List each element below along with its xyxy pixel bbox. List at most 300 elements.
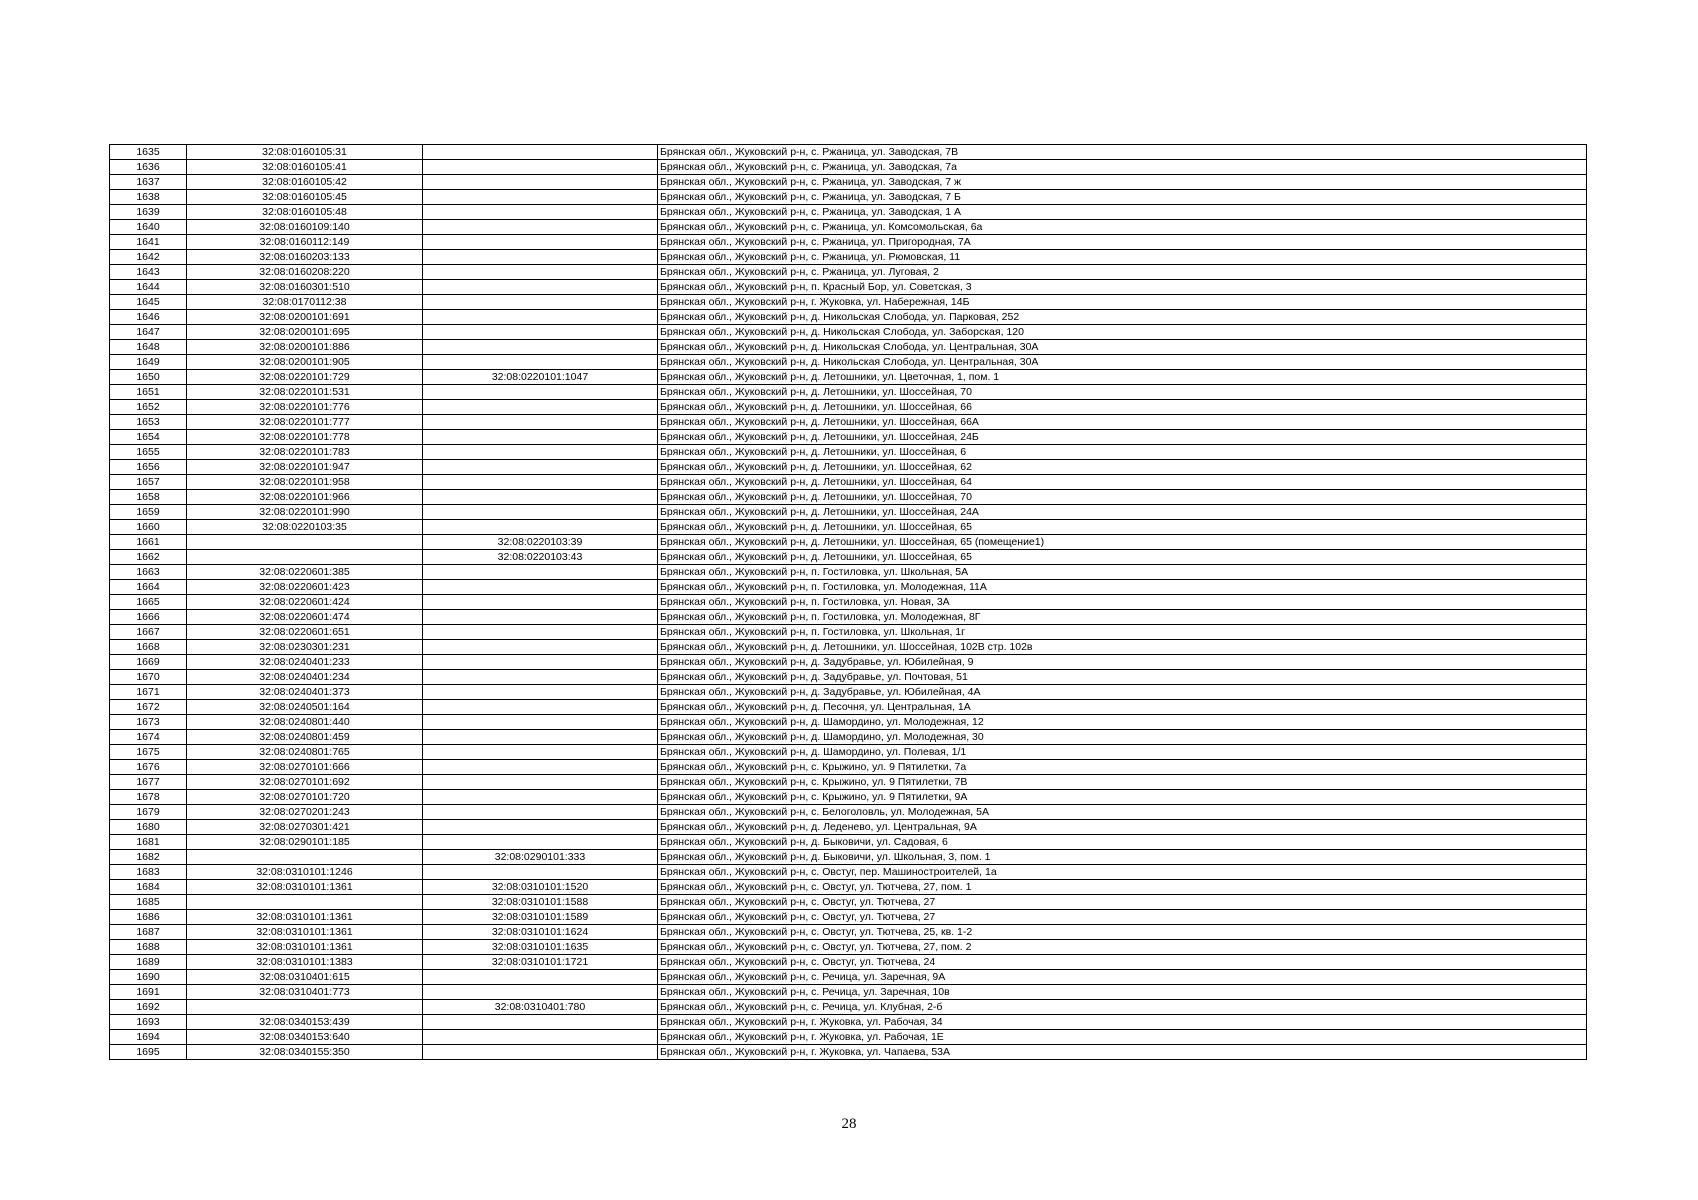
related-cadastral-number-cell [423,160,658,175]
related-cadastral-number-cell [423,295,658,310]
row-number-cell: 1652 [110,400,187,415]
related-cadastral-number-cell [423,805,658,820]
table-row [110,1030,1587,1045]
table-row [110,235,1587,250]
address-cell: Брянская обл., Жуковский р-н, п. Гостиловка, ул. Школьная, 1г [658,625,1587,640]
row-number-cell: 1673 [110,715,187,730]
table-row [110,820,1587,835]
related-cadastral-number-cell [423,355,658,370]
cadastral-number-cell: 32:08:0240401:233 [187,655,423,670]
table-row [110,775,1587,790]
table-row [110,190,1587,205]
related-cadastral-number-cell [423,385,658,400]
table-row [110,730,1587,745]
cadastral-number-cell: 32:08:0220101:958 [187,475,423,490]
table-row [110,805,1587,820]
related-cadastral-number-cell: 32:08:0310101:1635 [423,940,658,955]
related-cadastral-number-cell: 32:08:0220103:43 [423,550,658,565]
address-cell: Брянская обл., Жуковский р-н, д. Летошники, ул. Шоссейная, 102В стр. 102в [658,640,1587,655]
related-cadastral-number-cell [423,445,658,460]
row-number-cell: 1636 [110,160,187,175]
related-cadastral-number-cell: 32:08:0310101:1520 [423,880,658,895]
row-number-cell: 1681 [110,835,187,850]
row-number-cell: 1662 [110,550,187,565]
table-row [110,640,1587,655]
row-number-cell: 1655 [110,445,187,460]
table-row [110,145,1587,160]
cadastral-number-cell: 32:08:0200101:691 [187,310,423,325]
address-cell: Брянская обл., Жуковский р-н, г. Жуковка, ул. Рабочая, 1Е [658,1030,1587,1045]
address-cell: Брянская обл., Жуковский р-н, д. Летошники, ул. Шоссейная, 66А [658,415,1587,430]
cadastral-number-cell: 32:08:0220101:966 [187,490,423,505]
related-cadastral-number-cell [423,715,658,730]
row-number-cell: 1693 [110,1015,187,1030]
row-number-cell: 1661 [110,535,187,550]
table-row [110,445,1587,460]
cadastral-number-cell: 32:08:0230301:231 [187,640,423,655]
related-cadastral-number-cell [423,625,658,640]
cadastral-number-cell: 32:08:0160105:48 [187,205,423,220]
cadastral-number-cell: 32:08:0240801:440 [187,715,423,730]
table-row [110,505,1587,520]
table-row [110,835,1587,850]
cadastral-number-cell: 32:08:0240801:459 [187,730,423,745]
row-number-cell: 1685 [110,895,187,910]
row-number-cell: 1656 [110,460,187,475]
related-cadastral-number-cell [423,670,658,685]
cadastral-number-cell [187,1000,423,1015]
related-cadastral-number-cell [423,565,658,580]
cadastral-number-cell: 32:08:0310101:1246 [187,865,423,880]
cadastral-number-cell: 32:08:0240501:164 [187,700,423,715]
cadastral-number-cell: 32:08:0290101:185 [187,835,423,850]
row-number-cell: 1694 [110,1030,187,1045]
row-number-cell: 1668 [110,640,187,655]
related-cadastral-number-cell [423,580,658,595]
table-row [110,1015,1587,1030]
related-cadastral-number-cell [423,325,658,340]
row-number-cell: 1691 [110,985,187,1000]
row-number-cell: 1670 [110,670,187,685]
cadastral-number-cell: 32:08:0240401:234 [187,670,423,685]
table-row [110,760,1587,775]
cadastral-number-cell: 32:08:0200101:905 [187,355,423,370]
row-number-cell: 1684 [110,880,187,895]
related-cadastral-number-cell [423,655,658,670]
cadastral-number-cell: 32:08:0310101:1361 [187,880,423,895]
related-cadastral-number-cell: 32:08:0220103:39 [423,535,658,550]
row-number-cell: 1674 [110,730,187,745]
row-number-cell: 1643 [110,265,187,280]
row-number-cell: 1671 [110,685,187,700]
address-cell: Брянская обл., Жуковский р-н, д. Шамордино, ул. Полевая, 1/1 [658,745,1587,760]
related-cadastral-number-cell [423,175,658,190]
row-number-cell: 1680 [110,820,187,835]
address-cell: Брянская обл., Жуковский р-н, г. Жуковка, ул. Набережная, 14Б [658,295,1587,310]
cadastral-number-cell: 32:08:0340155:350 [187,1045,423,1060]
related-cadastral-number-cell [423,985,658,1000]
row-number-cell: 1678 [110,790,187,805]
address-cell: Брянская обл., Жуковский р-н, с. Овстуг, ул. Тютчева, 27 [658,910,1587,925]
cadastral-number-cell: 32:08:0220101:778 [187,430,423,445]
property-table-body [110,145,1587,1060]
cadastral-number-cell: 32:08:0270101:666 [187,760,423,775]
cadastral-number-cell: 32:08:0220601:385 [187,565,423,580]
table-row [110,880,1587,895]
related-cadastral-number-cell [423,1015,658,1030]
table-row [110,670,1587,685]
address-cell: Брянская обл., Жуковский р-н, с. Ржаница, ул. Луговая, 2 [658,265,1587,280]
table-row [110,310,1587,325]
address-cell: Брянская обл., Жуковский р-н, с. Овстуг, ул. Тютчева, 27 [658,895,1587,910]
cadastral-number-cell: 32:08:0220101:990 [187,505,423,520]
cadastral-number-cell: 32:08:0270101:692 [187,775,423,790]
row-number-cell: 1682 [110,850,187,865]
related-cadastral-number-cell [423,610,658,625]
address-cell: Брянская обл., Жуковский р-н, с. Ржаница, ул. Заводская, 7 ж [658,175,1587,190]
address-cell: Брянская обл., Жуковский р-н, с. Ржаница, ул. Заводская, 7В [658,145,1587,160]
address-cell: Брянская обл., Жуковский р-н, д. Летошники, ул. Шоссейная, 64 [658,475,1587,490]
table-row [110,325,1587,340]
related-cadastral-number-cell [423,730,658,745]
table-row [110,490,1587,505]
related-cadastral-number-cell [423,745,658,760]
cadastral-number-cell: 32:08:0220101:783 [187,445,423,460]
related-cadastral-number-cell [423,700,658,715]
cadastral-number-cell: 32:08:0160105:41 [187,160,423,175]
cadastral-number-cell: 32:08:0160112:149 [187,235,423,250]
row-number-cell: 1646 [110,310,187,325]
cadastral-number-cell: 32:08:0340153:439 [187,1015,423,1030]
row-number-cell: 1692 [110,1000,187,1015]
row-number-cell: 1653 [110,415,187,430]
row-number-cell: 1690 [110,970,187,985]
table-row [110,565,1587,580]
cadastral-number-cell: 32:08:0220101:729 [187,370,423,385]
address-cell: Брянская обл., Жуковский р-н, д. Летошники, ул. Шоссейная, 65 [658,520,1587,535]
row-number-cell: 1664 [110,580,187,595]
cadastral-number-cell: 32:08:0200101:886 [187,340,423,355]
table-row [110,655,1587,670]
address-cell: Брянская обл., Жуковский р-н, д. Быковичи, ул. Школьная, 3, пом. 1 [658,850,1587,865]
table-row [110,370,1587,385]
address-cell: Брянская обл., Жуковский р-н, д. Летошники, ул. Цветочная, 1, пом. 1 [658,370,1587,385]
related-cadastral-number-cell [423,265,658,280]
cadastral-number-cell: 32:08:0220101:776 [187,400,423,415]
address-cell: Брянская обл., Жуковский р-н, с. Ржаница, ул. Заводская, 1 А [658,205,1587,220]
related-cadastral-number-cell [423,820,658,835]
cadastral-number-cell: 32:08:0220101:531 [187,385,423,400]
related-cadastral-number-cell [423,400,658,415]
address-cell: Брянская обл., Жуковский р-н, д. Летошники, ул. Шоссейная, 24Б [658,430,1587,445]
address-cell: Брянская обл., Жуковский р-н, с. Речица, ул. Клубная, 2-б [658,1000,1587,1015]
address-cell: Брянская обл., Жуковский р-н, д. Летошники, ул. Шоссейная, 70 [658,385,1587,400]
row-number-cell: 1683 [110,865,187,880]
table-row [110,580,1587,595]
table-row [110,535,1587,550]
address-cell: Брянская обл., Жуковский р-н, д. Летошники, ул. Шоссейная, 65 [658,550,1587,565]
address-cell: Брянская обл., Жуковский р-н, с. Овстуг, ул. Тютчева, 27, пом. 2 [658,940,1587,955]
page-number: 28 [841,1116,857,1132]
cadastral-number-cell: 32:08:0160105:42 [187,175,423,190]
row-number-cell: 1648 [110,340,187,355]
cadastral-number-cell: 32:08:0240801:765 [187,745,423,760]
related-cadastral-number-cell [423,760,658,775]
cadastral-number-cell: 32:08:0160109:140 [187,220,423,235]
cadastral-number-cell: 32:08:0310101:1361 [187,940,423,955]
related-cadastral-number-cell [423,835,658,850]
address-cell: Брянская обл., Жуковский р-н, г. Жуковка, ул. Чапаева, 53А [658,1045,1587,1060]
address-cell: Брянская обл., Жуковский р-н, д. Шамордино, ул. Молодежная, 12 [658,715,1587,730]
table-row [110,430,1587,445]
related-cadastral-number-cell [423,490,658,505]
row-number-cell: 1654 [110,430,187,445]
address-cell: Брянская обл., Жуковский р-н, с. Овстуг, ул. Тютчева, 27, пом. 1 [658,880,1587,895]
row-number-cell: 1660 [110,520,187,535]
related-cadastral-number-cell: 32:08:0310101:1588 [423,895,658,910]
row-number-cell: 1635 [110,145,187,160]
table-row [110,940,1587,955]
table-row [110,700,1587,715]
row-number-cell: 1651 [110,385,187,400]
row-number-cell: 1667 [110,625,187,640]
cadastral-number-cell: 32:08:0240401:373 [187,685,423,700]
related-cadastral-number-cell: 32:08:0220101:1047 [423,370,658,385]
address-cell: Брянская обл., Жуковский р-н, с. Ржаница, ул. Пригородная, 7А [658,235,1587,250]
address-cell: Брянская обл., Жуковский р-н, д. Задубравье, ул. Почтовая, 51 [658,670,1587,685]
table-row [110,220,1587,235]
row-number-cell: 1650 [110,370,187,385]
table-row [110,160,1587,175]
cadastral-number-cell: 32:08:0310401:615 [187,970,423,985]
address-cell: Брянская обл., Жуковский р-н, д. Никольская Слобода, ул. Заборская, 120 [658,325,1587,340]
row-number-cell: 1666 [110,610,187,625]
address-cell: Брянская обл., Жуковский р-н, д. Летошники, ул. Шоссейная, 65 (помещение1) [658,535,1587,550]
address-cell: Брянская обл., Жуковский р-н, с. Крыжино, ул. 9 Пятилетки, 7В [658,775,1587,790]
table-row [110,475,1587,490]
address-cell: Брянская обл., Жуковский р-н, с. Овстуг, ул. Тютчева, 24 [658,955,1587,970]
table-row [110,865,1587,880]
address-cell: Брянская обл., Жуковский р-н, д. Быковичи, ул. Садовая, 6 [658,835,1587,850]
row-number-cell: 1659 [110,505,187,520]
row-number-cell: 1672 [110,700,187,715]
row-number-cell: 1640 [110,220,187,235]
table-row [110,1045,1587,1060]
table-row [110,460,1587,475]
related-cadastral-number-cell [423,865,658,880]
row-number-cell: 1638 [110,190,187,205]
row-number-cell: 1663 [110,565,187,580]
related-cadastral-number-cell [423,775,658,790]
address-cell: Брянская обл., Жуковский р-н, д. Леденево, ул. Центральная, 9А [658,820,1587,835]
cadastral-number-cell: 32:08:0220601:474 [187,610,423,625]
row-number-cell: 1665 [110,595,187,610]
table-row [110,910,1587,925]
address-cell: Брянская обл., Жуковский р-н, с. Овстуг, пер. Машиностроителей, 1а [658,865,1587,880]
table-row [110,205,1587,220]
address-cell: Брянская обл., Жуковский р-н, д. Задубравье, ул. Юбилейная, 4А [658,685,1587,700]
address-cell: Брянская обл., Жуковский р-н, д. Летошники, ул. Шоссейная, 24А [658,505,1587,520]
table-row [110,895,1587,910]
address-cell: Брянская обл., Жуковский р-н, с. Крыжино, ул. 9 Пятилетки, 7а [658,760,1587,775]
related-cadastral-number-cell [423,1045,658,1060]
cadastral-number-cell: 32:08:0160208:220 [187,265,423,280]
row-number-cell: 1649 [110,355,187,370]
table-row [110,415,1587,430]
table-row [110,925,1587,940]
row-number-cell: 1657 [110,475,187,490]
table-row [110,265,1587,280]
cadastral-number-cell: 32:08:0200101:695 [187,325,423,340]
row-number-cell: 1647 [110,325,187,340]
row-number-cell: 1645 [110,295,187,310]
cadastral-number-cell: 32:08:0310101:1361 [187,910,423,925]
table-row [110,280,1587,295]
table-row [110,340,1587,355]
row-number-cell: 1677 [110,775,187,790]
cadastral-number-cell: 32:08:0310401:773 [187,985,423,1000]
address-cell: Брянская обл., Жуковский р-н, д. Задубравье, ул. Юбилейная, 9 [658,655,1587,670]
table-row [110,295,1587,310]
address-cell: Брянская обл., Жуковский р-н, д. Летошники, ул. Шоссейная, 70 [658,490,1587,505]
address-cell: Брянская обл., Жуковский р-н, д. Летошники, ул. Шоссейная, 6 [658,445,1587,460]
address-cell: Брянская обл., Жуковский р-н, д. Песочня, ул. Центральная, 1А [658,700,1587,715]
address-cell: Брянская обл., Жуковский р-н, д. Летошники, ул. Шоссейная, 66 [658,400,1587,415]
address-cell: Брянская обл., Жуковский р-н, с. Ржаница, ул. Комсомольская, 6а [658,220,1587,235]
cadastral-number-cell: 32:08:0220101:777 [187,415,423,430]
table-row [110,355,1587,370]
row-number-cell: 1669 [110,655,187,670]
related-cadastral-number-cell [423,640,658,655]
cadastral-number-cell: 32:08:0160203:133 [187,250,423,265]
cadastral-number-cell: 32:08:0270101:720 [187,790,423,805]
cadastral-number-cell [187,895,423,910]
row-number-cell: 1639 [110,205,187,220]
table-row [110,985,1587,1000]
address-cell: Брянская обл., Жуковский р-н, с. Овстуг, ул. Тютчева, 25, кв. 1-2 [658,925,1587,940]
table-row [110,175,1587,190]
row-number-cell: 1676 [110,760,187,775]
cadastral-number-cell: 32:08:0160105:31 [187,145,423,160]
related-cadastral-number-cell [423,505,658,520]
address-cell: Брянская обл., Жуковский р-н, д. Никольская Слобода, ул. Центральная, 30А [658,340,1587,355]
row-number-cell: 1641 [110,235,187,250]
table-row [110,385,1587,400]
address-cell: Брянская обл., Жуковский р-н, п. Гостиловка, ул. Школьная, 5А [658,565,1587,580]
address-cell: Брянская обл., Жуковский р-н, с. Ржаница, ул. Заводская, 7а [658,160,1587,175]
row-number-cell: 1675 [110,745,187,760]
related-cadastral-number-cell: 32:08:0310101:1589 [423,910,658,925]
related-cadastral-number-cell [423,190,658,205]
address-cell: Брянская обл., Жуковский р-н, г. Жуковка, ул. Рабочая, 34 [658,1015,1587,1030]
table-row [110,790,1587,805]
related-cadastral-number-cell [423,220,658,235]
cadastral-number-cell [187,850,423,865]
related-cadastral-number-cell [423,205,658,220]
address-cell: Брянская обл., Жуковский р-н, д. Никольская Слобода, ул. Парковая, 252 [658,310,1587,325]
cadastral-number-cell: 32:08:0160105:45 [187,190,423,205]
cadastral-number-cell: 32:08:0220601:424 [187,595,423,610]
cadastral-number-cell [187,550,423,565]
table-row [110,850,1587,865]
row-number-cell: 1637 [110,175,187,190]
cadastral-number-cell: 32:08:0270301:421 [187,820,423,835]
table-row [110,685,1587,700]
row-number-cell: 1689 [110,955,187,970]
related-cadastral-number-cell [423,310,658,325]
address-cell: Брянская обл., Жуковский р-н, с. Речица, ул. Заречная, 9А [658,970,1587,985]
address-cell: Брянская обл., Жуковский р-н, с. Крыжино, ул. 9 Пятилетки, 9А [658,790,1587,805]
table-row [110,250,1587,265]
address-cell: Брянская обл., Жуковский р-н, с. Ржаница, ул. Рюмовская, 11 [658,250,1587,265]
table-row [110,625,1587,640]
row-number-cell: 1695 [110,1045,187,1060]
table-row [110,715,1587,730]
row-number-cell: 1658 [110,490,187,505]
related-cadastral-number-cell [423,235,658,250]
cadastral-number-cell [187,535,423,550]
related-cadastral-number-cell [423,250,658,265]
table-row [110,400,1587,415]
table-row [110,520,1587,535]
cadastral-number-cell: 32:08:0310101:1383 [187,955,423,970]
related-cadastral-number-cell [423,520,658,535]
address-cell: Брянская обл., Жуковский р-н, с. Белоголовль, ул. Молодежная, 5А [658,805,1587,820]
related-cadastral-number-cell: 32:08:0310101:1624 [423,925,658,940]
related-cadastral-number-cell [423,340,658,355]
table-row [110,970,1587,985]
related-cadastral-number-cell [423,685,658,700]
cadastral-number-cell: 32:08:0220601:423 [187,580,423,595]
property-table [109,144,1587,1060]
cadastral-number-cell: 32:08:0340153:640 [187,1030,423,1045]
row-number-cell: 1642 [110,250,187,265]
related-cadastral-number-cell [423,280,658,295]
cadastral-number-cell: 32:08:0220101:947 [187,460,423,475]
related-cadastral-number-cell [423,430,658,445]
related-cadastral-number-cell [423,145,658,160]
address-cell: Брянская обл., Жуковский р-н, п. Гостиловка, ул. Новая, 3А [658,595,1587,610]
address-cell: Брянская обл., Жуковский р-н, д. Шамордино, ул. Молодежная, 30 [658,730,1587,745]
related-cadastral-number-cell [423,1030,658,1045]
related-cadastral-number-cell: 32:08:0310101:1721 [423,955,658,970]
address-cell: Брянская обл., Жуковский р-н, п. Красный Бор, ул. Советская, 3 [658,280,1587,295]
row-number-cell: 1688 [110,940,187,955]
table-row [110,595,1587,610]
row-number-cell: 1644 [110,280,187,295]
related-cadastral-number-cell: 32:08:0290101:333 [423,850,658,865]
address-cell: Брянская обл., Жуковский р-н, п. Гостиловка, ул. Молодежная, 8Г [658,610,1587,625]
address-cell: Брянская обл., Жуковский р-н, д. Никольская Слобода, ул. Центральная, 30А [658,355,1587,370]
address-cell: Брянская обл., Жуковский р-н, д. Летошники, ул. Шоссейная, 62 [658,460,1587,475]
cadastral-number-cell: 32:08:0310101:1361 [187,925,423,940]
cadastral-number-cell: 32:08:0270201:243 [187,805,423,820]
related-cadastral-number-cell [423,475,658,490]
table-row [110,610,1587,625]
cadastral-number-cell: 32:08:0160301:510 [187,280,423,295]
table-row [110,1000,1587,1015]
table-row [110,955,1587,970]
address-cell: Брянская обл., Жуковский р-н, с. Речица, ул. Заречная, 10в [658,985,1587,1000]
address-cell: Брянская обл., Жуковский р-н, с. Ржаница, ул. Заводская, 7 Б [658,190,1587,205]
cadastral-number-cell: 32:08:0220103:35 [187,520,423,535]
address-cell: Брянская обл., Жуковский р-н, п. Гостиловка, ул. Молодежная, 11А [658,580,1587,595]
table-row [110,745,1587,760]
related-cadastral-number-cell [423,595,658,610]
related-cadastral-number-cell [423,460,658,475]
related-cadastral-number-cell [423,790,658,805]
row-number-cell: 1687 [110,925,187,940]
